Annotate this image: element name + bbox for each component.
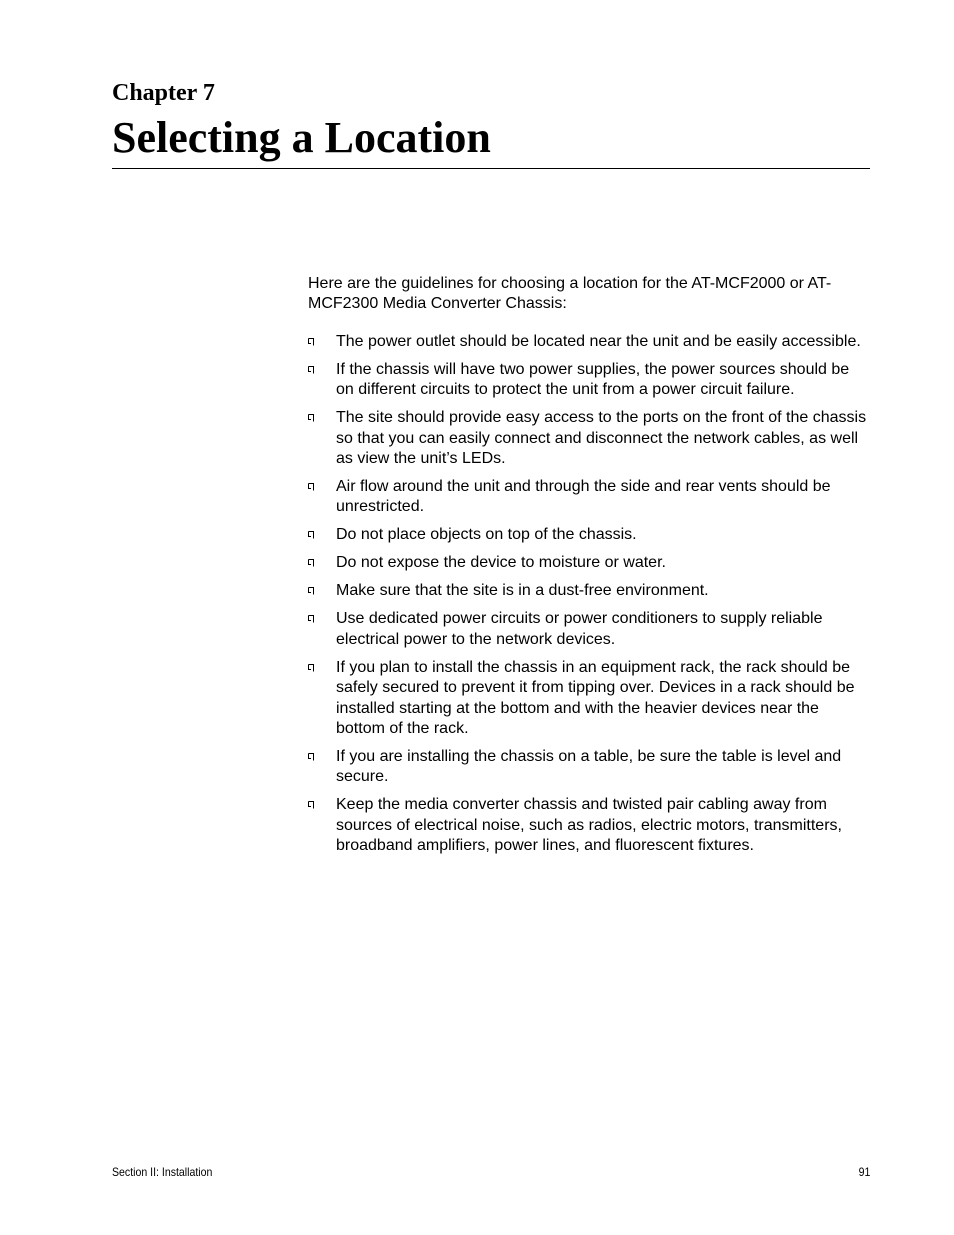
- list-item: [308, 360, 870, 401]
- list-item-text: Do not expose the device to moisture or water.: [336, 554, 666, 572]
- chapter-label: Chapter 7: [112, 80, 215, 106]
- list-item-text: The site should provide easy access to the ports on the front of the chassis so that you can easily connect and disconnect the network cables, as well as view the unit’s LEDs.: [336, 409, 867, 468]
- list-item-text: Do not place objects on top of the chassis.: [336, 526, 637, 544]
- list-item-text: If you plan to install the chassis in an equipment rack, the rack should be safely secured to prevent it from tipping over. Devices in a rack should be installed starting at the bottom and with the heavier devices near the bottom of the rack.: [336, 658, 855, 738]
- list-item-text: Keep the media converter chassis and twisted pair cabling away from sources of electrical noise, such as radios, electric motors, transmitters, broadband amplifiers, power lines, and fluorescent fixtures.: [336, 796, 842, 855]
- open-box-bullet-icon: [308, 801, 314, 809]
- open-box-bullet-icon: [308, 753, 314, 761]
- list-item: [308, 581, 870, 601]
- list-item: [308, 332, 870, 352]
- list-item: [308, 553, 870, 573]
- page-number: 91: [858, 1165, 870, 1179]
- list-item-text: Air flow around the unit and through the side and rear vents should be unrestricted.: [336, 478, 831, 516]
- list-item-text: Make sure that the site is in a dust-free environment.: [336, 582, 709, 600]
- list-item-text: If the chassis will have two power supplies, the power sources should be on different circuits to protect the unit from a power circuit failure.: [336, 360, 850, 399]
- list-item: [308, 747, 870, 788]
- open-box-bullet-icon: [308, 664, 314, 672]
- open-box-bullet-icon: [308, 338, 314, 346]
- open-box-bullet-icon: [308, 414, 314, 422]
- open-box-bullet-icon: [308, 531, 314, 539]
- open-box-bullet-icon: [308, 587, 314, 595]
- list-item-text: If you are installing the chassis on a table, be sure the table is level and secure.: [336, 748, 842, 786]
- open-box-bullet-icon: [308, 559, 314, 567]
- list-item: [308, 609, 870, 650]
- list-item: [308, 658, 870, 740]
- list-item: [308, 477, 870, 518]
- guidelines-list: [308, 332, 870, 857]
- title-divider: [112, 168, 870, 169]
- list-item: [308, 525, 870, 545]
- list-item: [308, 408, 870, 469]
- main-content: [308, 274, 870, 864]
- list-item-text: The power outlet should be located near the unit and be easily accessible.: [336, 332, 861, 350]
- list-item-text: Use dedicated power circuits or power conditioners to supply reliable electrical power to the network devices.: [336, 610, 823, 648]
- chapter-title: Selecting a Location: [112, 113, 491, 162]
- list-item: [308, 795, 870, 856]
- open-box-bullet-icon: [308, 366, 314, 374]
- intro-paragraph: Here are the guidelines for choosing a location for the AT-MCF2000 or AT-MCF2300 Media Converter Chassis:: [308, 275, 832, 313]
- open-box-bullet-icon: [308, 483, 314, 491]
- open-box-bullet-icon: [308, 615, 314, 623]
- footer-section-label: Section II: Installation: [112, 1165, 213, 1179]
